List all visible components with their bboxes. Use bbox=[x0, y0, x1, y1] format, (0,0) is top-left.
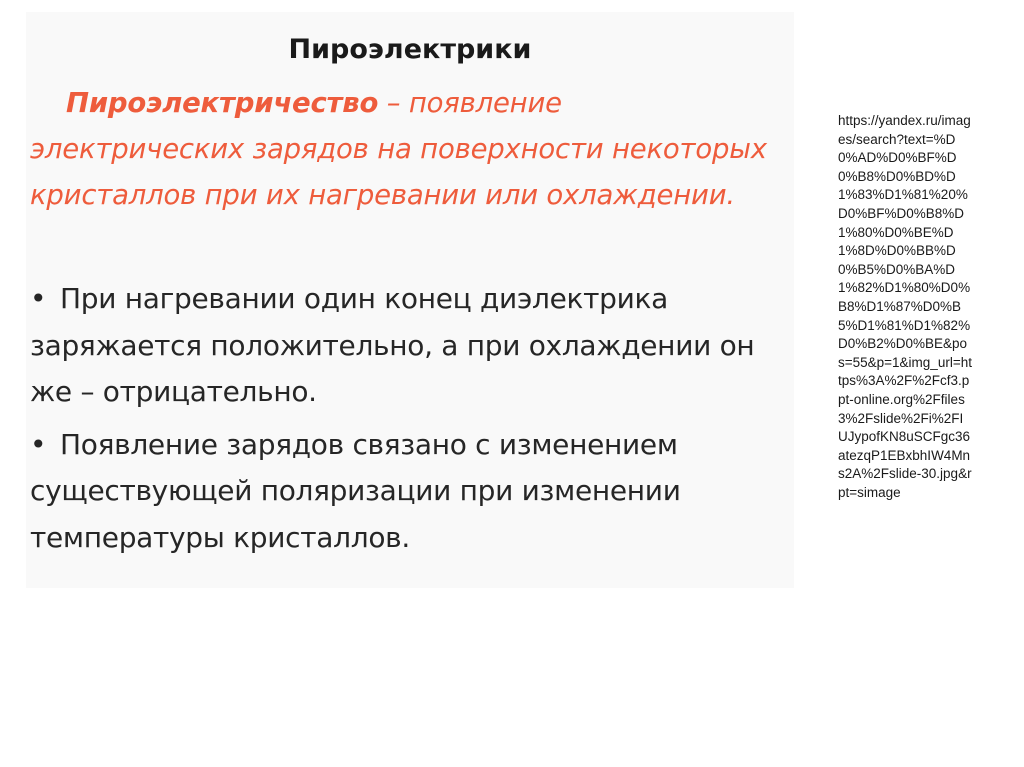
bullet-text: Появление зарядов связано с изменением существующей поляризации при изменении температуры кристаллов. bbox=[30, 427, 681, 554]
source-url: https://yandex.ru/images/search?text=%D0%AD%D0%BF%D0%B8%D0%BD%D1%83%D1%81%20%D0%BF%D0%B8%D1%80%D0%BE%D1%8D%D0%BB%D0%B5%D0%BA%D1%82%D1%80%D0%B8%D1%87%D0%B5%D1%81%D1%82%D0%B2%D0%BE&pos=55&p=1&img_url=https%3A%2F%2Fcf3.ppt-online.org%2Ffiles3%2Fslide%2Fi%2FIUJypofKN8uSCFgc36atezqP1EBxbhIW4Mns2A%2Fslide-30.jpg&rpt=simage bbox=[838, 113, 972, 500]
slide-title: Пироэлектрики bbox=[288, 34, 532, 65]
bullet-list bbox=[30, 276, 790, 567]
definition-text: – появление электрических зарядов на поверхности некоторых кристаллов при их нагревании или охлаждении. bbox=[30, 87, 767, 211]
bullet-icon: • bbox=[30, 427, 47, 461]
slide-image bbox=[26, 12, 794, 588]
definition-paragraph bbox=[30, 80, 770, 218]
bullet-item bbox=[30, 276, 790, 416]
bullet-item bbox=[30, 422, 790, 562]
bullet-icon: • bbox=[30, 282, 47, 315]
bullet-text: При нагревании один конец диэлектрика заряжается положительно, а при охлаждении он же – отрицательно. bbox=[30, 282, 755, 408]
definition-term: Пироэлектричество bbox=[66, 87, 379, 119]
